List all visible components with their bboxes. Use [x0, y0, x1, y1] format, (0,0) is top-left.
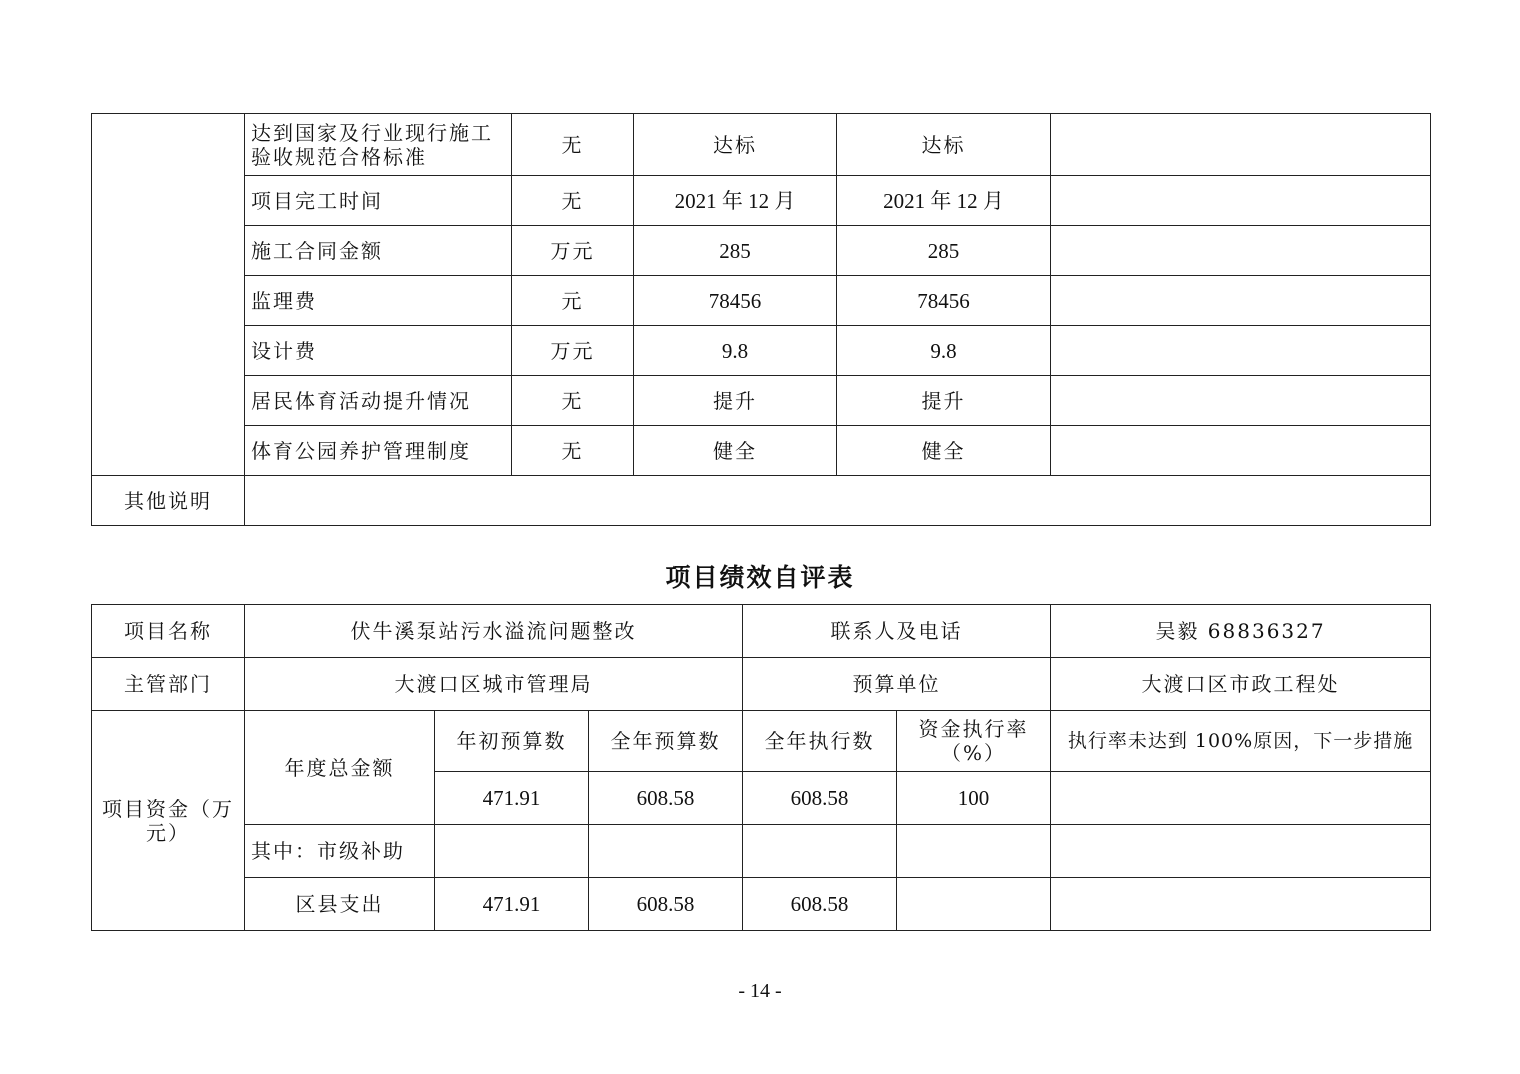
total-reason: [1051, 772, 1431, 825]
table-row: [92, 426, 1431, 476]
indicator-name: 监理费: [245, 276, 512, 326]
contact-label: 联系人及电话: [743, 605, 1051, 658]
table-row: [92, 711, 1431, 772]
indicator-name: 施工合同金额: [245, 226, 512, 276]
indicator-target: 提升: [634, 376, 837, 426]
county-initial: 471.91: [435, 878, 589, 931]
city-rate: [897, 825, 1051, 878]
table-row: [92, 226, 1431, 276]
table-row: [92, 605, 1431, 658]
table-row: [92, 476, 1431, 526]
total-rate: 100: [897, 772, 1051, 825]
project-name-label: 项目名称: [92, 605, 245, 658]
indicator-target: 达标: [634, 114, 837, 176]
county-rate: [897, 878, 1051, 931]
city-subsidy-label: 其中：市级补助: [245, 825, 435, 878]
indicator-actual: 2021 年 12 月: [837, 176, 1051, 226]
indicator-note: [1051, 426, 1431, 476]
indicator-unit: 万元: [512, 226, 634, 276]
indicator-actual: 78456: [837, 276, 1051, 326]
indicator-name: 项目完工时间: [245, 176, 512, 226]
project-name-value: 伏牛溪泵站污水溢流问题整改: [245, 605, 743, 658]
eval-table: [91, 604, 1431, 931]
indicator-table: [91, 113, 1431, 526]
total-executed: 608.58: [743, 772, 897, 825]
indicator-unit: 无: [512, 114, 634, 176]
county-executed: 608.58: [743, 878, 897, 931]
header-executed: 全年执行数: [743, 711, 897, 772]
indicator-name: 体育公园养护管理制度: [245, 426, 512, 476]
indicator-actual: 提升: [837, 376, 1051, 426]
other-notes-value: [245, 476, 1431, 526]
budget-unit-label: 预算单位: [743, 658, 1051, 711]
dept-value: 大渡口区城市管理局: [245, 658, 743, 711]
indicator-target: 健全: [634, 426, 837, 476]
table-row: [92, 276, 1431, 326]
city-initial: [435, 825, 589, 878]
table-row: [92, 176, 1431, 226]
indicator-unit: 元: [512, 276, 634, 326]
county-expense-label: 区县支出: [245, 878, 435, 931]
indicator-note: [1051, 176, 1431, 226]
city-reason: [1051, 825, 1431, 878]
indicator-note: [1051, 376, 1431, 426]
page-number: - 14 -: [738, 980, 782, 1002]
table-row: [92, 658, 1431, 711]
table-row: [92, 878, 1431, 931]
indicator-name: 达到国家及行业现行施工验收规范合格标准: [245, 114, 512, 176]
header-execution-rate: 资金执行率（%）: [897, 711, 1051, 772]
header-reason: 执行率未达到 100%原因，下一步措施: [1051, 711, 1431, 772]
indicator-unit: 无: [512, 176, 634, 226]
indicator-name: 居民体育活动提升情况: [245, 376, 512, 426]
indicator-unit: 无: [512, 376, 634, 426]
indicator-category-cell: [92, 114, 245, 476]
table-row: [92, 376, 1431, 426]
total-annual: 608.58: [589, 772, 743, 825]
indicator-target: 9.8: [634, 326, 837, 376]
dept-label: 主管部门: [92, 658, 245, 711]
city-annual: [589, 825, 743, 878]
indicator-target: 2021 年 12 月: [634, 176, 837, 226]
indicator-note: [1051, 114, 1431, 176]
table-row: [92, 326, 1431, 376]
header-annual-budget: 全年预算数: [589, 711, 743, 772]
other-notes-label: 其他说明: [92, 476, 245, 526]
indicator-name: 设计费: [245, 326, 512, 376]
indicator-actual: 达标: [837, 114, 1051, 176]
city-executed: [743, 825, 897, 878]
total-initial: 471.91: [435, 772, 589, 825]
county-annual: 608.58: [589, 878, 743, 931]
table-row: [92, 825, 1431, 878]
indicator-unit: 万元: [512, 326, 634, 376]
budget-unit-value: 大渡口区市政工程处: [1051, 658, 1431, 711]
total-amount-label: 年度总金额: [245, 711, 435, 825]
indicator-note: [1051, 326, 1431, 376]
indicator-unit: 无: [512, 426, 634, 476]
indicator-target: 285: [634, 226, 837, 276]
indicator-actual: 285: [837, 226, 1051, 276]
contact-value: 吴毅 68836327: [1051, 605, 1431, 658]
header-initial-budget: 年初预算数: [435, 711, 589, 772]
indicator-actual: 9.8: [837, 326, 1051, 376]
county-reason: [1051, 878, 1431, 931]
indicator-note: [1051, 226, 1431, 276]
indicator-note: [1051, 276, 1431, 326]
table-row: [92, 114, 1431, 176]
funds-label: 项目资金（万元）: [92, 711, 245, 931]
page-title: 项目绩效自评表: [665, 563, 855, 592]
indicator-target: 78456: [634, 276, 837, 326]
indicator-actual: 健全: [837, 426, 1051, 476]
